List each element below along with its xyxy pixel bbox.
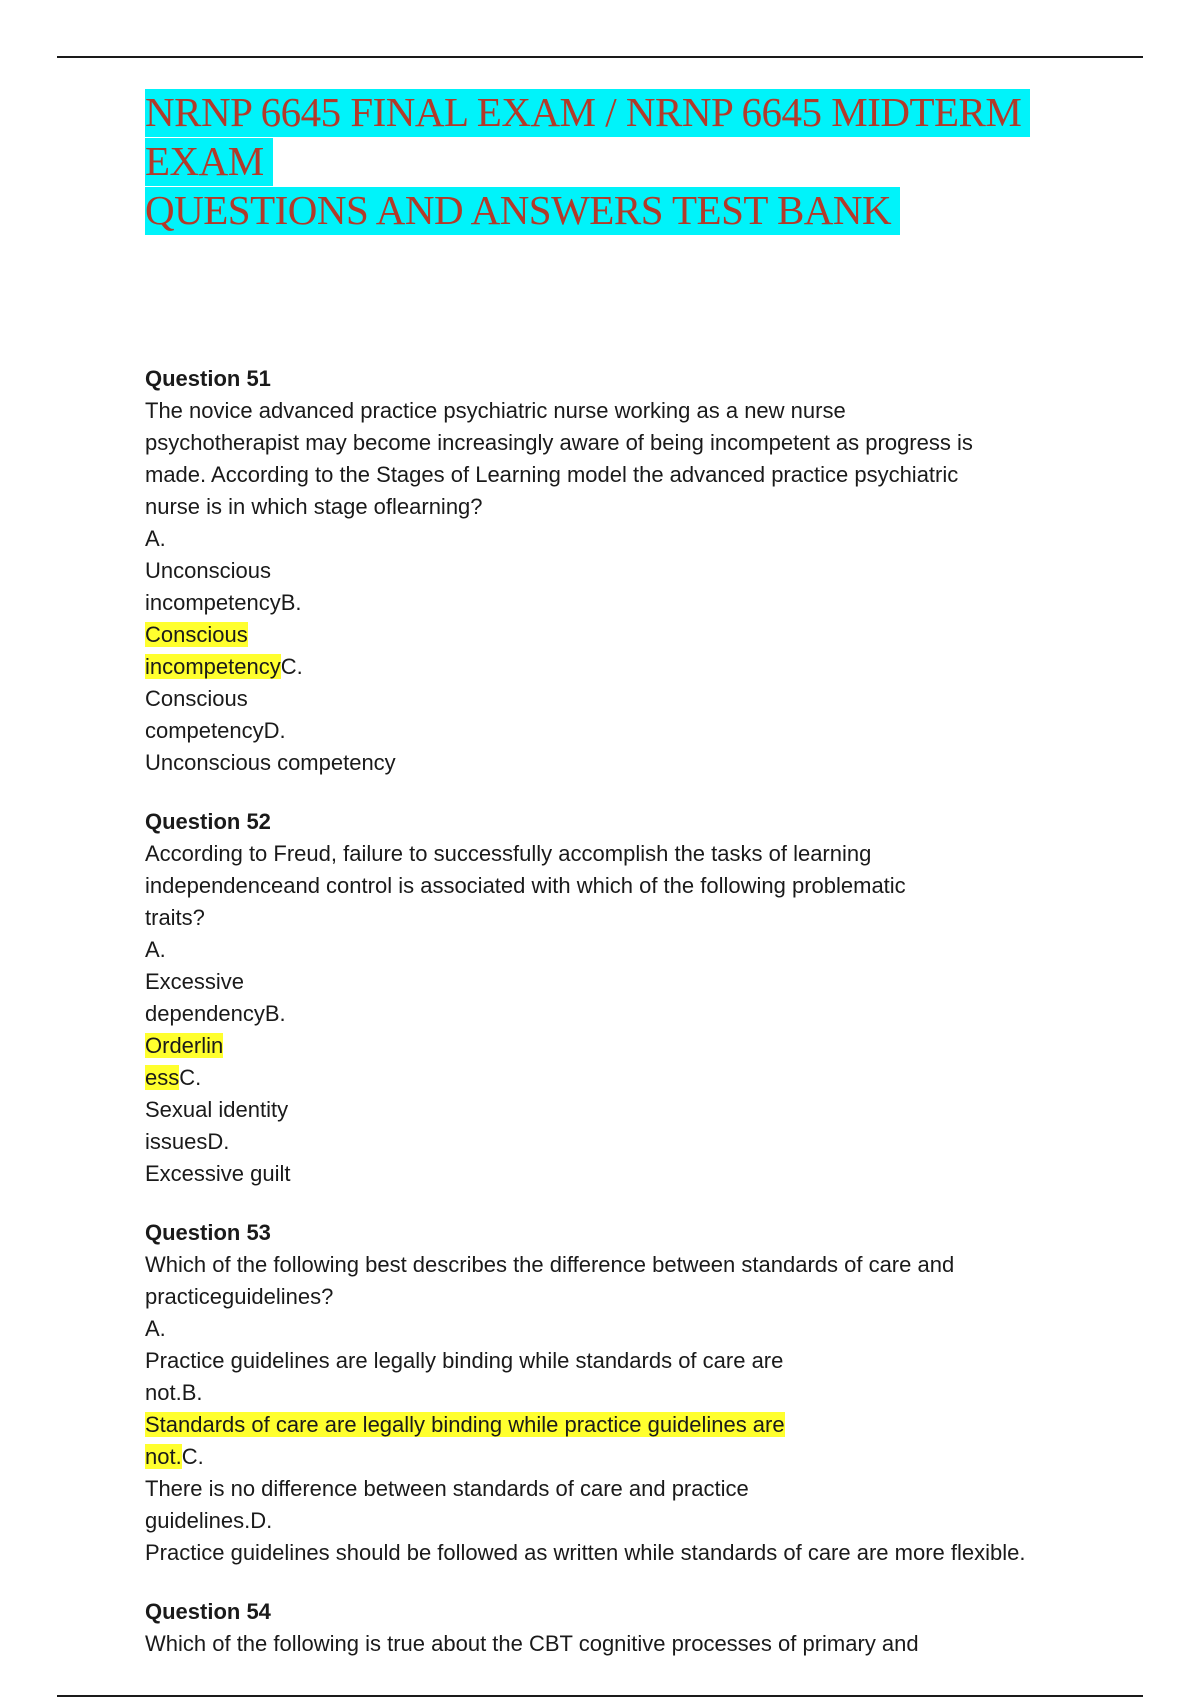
option-line: not.B. (145, 1380, 203, 1405)
question-stem-line: psychotherapist may become increasingly aware of being incompetent as progress is (145, 430, 973, 455)
option-a-label: A. (145, 526, 166, 551)
option-line: guidelines.D. (145, 1508, 273, 1533)
correct-answer-line (145, 1441, 1125, 1473)
question-heading: Question 52 (145, 809, 271, 834)
question-heading: Question 51 (145, 366, 271, 391)
option-line: competencyD. (145, 718, 286, 743)
option-line: Unconscious (145, 558, 271, 583)
question-stem-line: Which of the following best describes the difference between standards of care and (145, 1252, 955, 1277)
option-line: incompetencyB. (145, 590, 302, 615)
correct-answer-line (145, 619, 1125, 651)
correct-answer-line (145, 1062, 1125, 1094)
question-stem-line: traits? (145, 905, 205, 930)
document-title (145, 88, 1125, 235)
question-53 (145, 1217, 1125, 1569)
answer-highlight: Conscious (145, 622, 248, 647)
question-stem-line: Which of the following is true about the CBT cognitive processes of primary and (145, 1631, 919, 1656)
answer-highlight: incompetency (145, 654, 281, 679)
answer-highlight: Orderlin (145, 1033, 224, 1058)
option-a-label: A. (145, 937, 166, 962)
option-line: Practice guidelines are legally binding while standards of care are (145, 1348, 784, 1373)
option-line: Unconscious competency (145, 750, 396, 775)
option-line: Practice guidelines should be followed as written while standards of care are more flexible. (145, 1540, 1026, 1565)
question-stem-line: made. According to the Stages of Learning model the advanced practice psychiatric (145, 462, 959, 487)
correct-answer-line (145, 651, 1125, 683)
question-54 (145, 1596, 1125, 1660)
correct-answer-line (145, 1030, 1125, 1062)
answer-highlight: ess (145, 1065, 180, 1090)
option-line: Sexual identity (145, 1097, 289, 1122)
title-line-3: QUESTIONS AND ANSWERS TEST BANK (145, 186, 1125, 235)
answer-highlight: not. (145, 1444, 182, 1469)
document-body (145, 88, 1125, 1660)
title-line-1: NRNP 6645 FINAL EXAM / NRNP 6645 MIDTERM (145, 88, 1125, 137)
question-stem-line: independenceand control is associated with which of the following problematic (145, 873, 906, 898)
option-line: issuesD. (145, 1129, 230, 1154)
option-tail: C. (179, 1065, 202, 1090)
correct-answer-line (145, 1409, 1125, 1441)
option-line: Excessive (145, 969, 245, 994)
question-heading: Question 54 (145, 1599, 271, 1624)
question-52 (145, 806, 1125, 1190)
option-line: Excessive guilt (145, 1161, 291, 1186)
title-line-2: EXAM (145, 137, 1125, 186)
bottom-rule (57, 1695, 1143, 1697)
question-heading: Question 53 (145, 1220, 271, 1245)
option-line: Conscious (145, 686, 248, 711)
question-stem-line: nurse is in which stage oflearning? (145, 494, 483, 519)
option-line: There is no difference between standards of care and practice (145, 1476, 749, 1501)
option-line: dependencyB. (145, 1001, 286, 1026)
question-stem-line: practiceguidelines? (145, 1284, 334, 1309)
option-a-label: A. (145, 1316, 166, 1341)
question-stem-line: According to Freud, failure to successfully accomplish the tasks of learning (145, 841, 872, 866)
question-51 (145, 363, 1125, 779)
answer-highlight: Standards of care are legally binding while practice guidelines are (145, 1412, 785, 1437)
option-tail: C. (181, 1444, 204, 1469)
question-stem-line: The novice advanced practice psychiatric nurse working as a new nurse (145, 398, 846, 423)
top-rule (57, 56, 1143, 58)
option-tail: C. (280, 654, 303, 679)
